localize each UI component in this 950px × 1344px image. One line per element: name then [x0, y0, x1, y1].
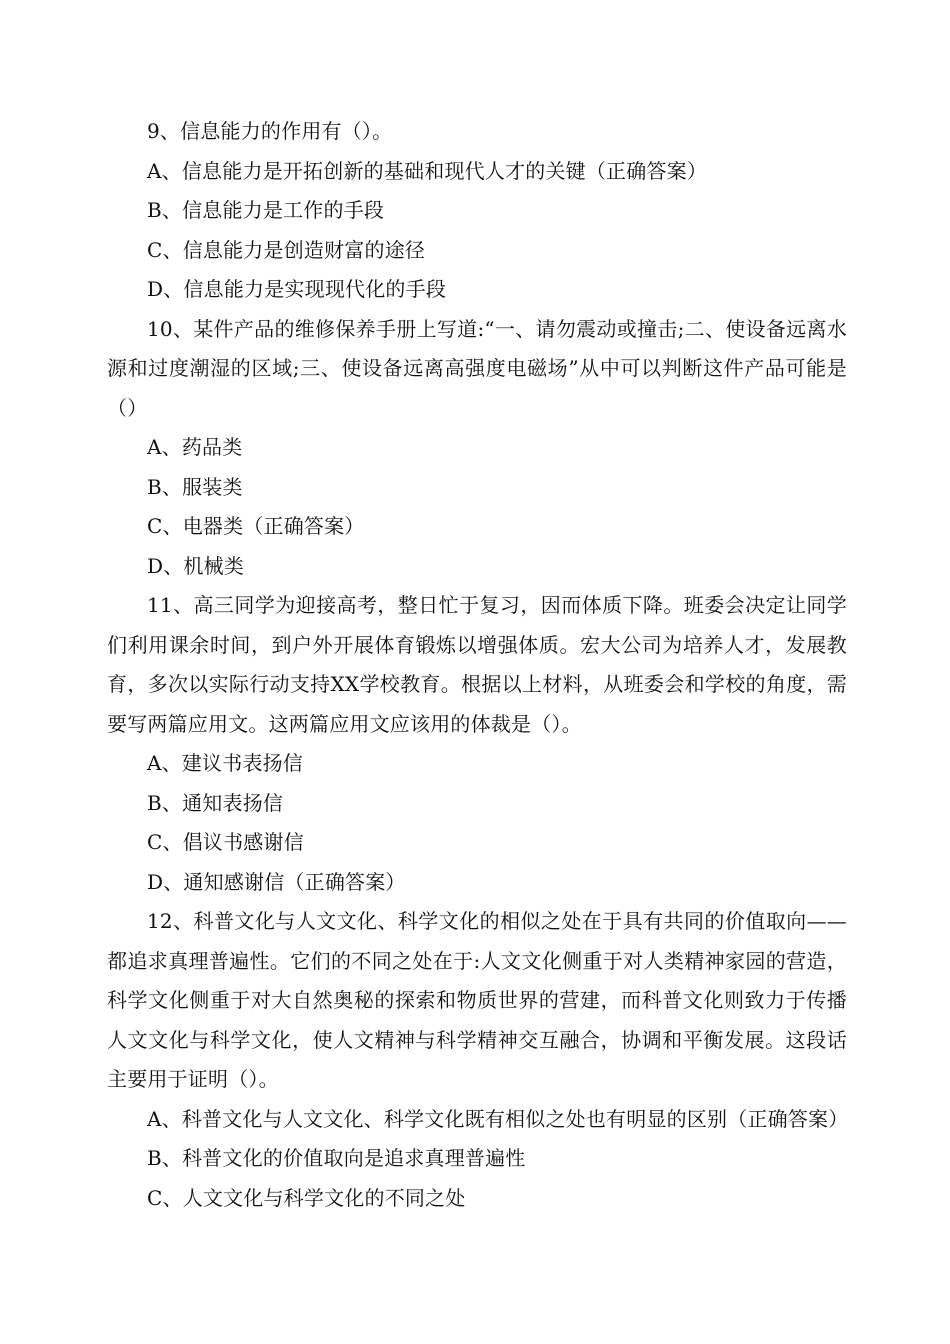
option-c: C、倡议书感谢信: [147, 830, 304, 854]
option-a: A、药品类: [147, 435, 243, 459]
option-d: D、信息能力是实现现代化的手段: [147, 277, 447, 301]
question-11: [107, 586, 847, 902]
option-b: B、服装类: [147, 474, 243, 499]
question-stem: 9、信息能力的作用有（）。: [147, 119, 393, 143]
option-a: A、建议书表扬信: [147, 751, 304, 775]
option-c: C、电器类（正确答案）: [147, 514, 365, 538]
question-10: [107, 310, 847, 587]
option-d: D、通知感谢信（正确答案）: [147, 869, 406, 894]
option-a: A、科普文化与人文文化、科学文化既有相似之处也有明显的区别（正确答案）: [147, 1106, 849, 1131]
option-c: C、人文文化与科学文化的不同之处: [147, 1185, 466, 1210]
question-stem: 11、高三同学为迎接高考，整日忙于复习，因而体质下降。班委会决定让同学们利用课余时间，到户外开展体育锻炼以增强体质。宏大公司为培养人才，发展教育，多次以实际行动支持XX学校教育。根据以上材料，从班委会和学校的角度，需要写两篇应用文。这两篇应用文应该用的体裁是（）。: [107, 593, 847, 736]
option-d: D、机械类: [147, 553, 245, 578]
question-list: [107, 112, 847, 1218]
question-12: [107, 902, 847, 1218]
option-a: A、信息能力是开拓创新的基础和现代人才的关键（正确答案）: [147, 158, 708, 183]
option-b: B、科普文化的价值取向是追求真理普遍性: [147, 1146, 526, 1170]
question-9: [107, 112, 847, 310]
question-stem: 10、某件产品的维修保养手册上写道:“一、请勿震动或撞击;二、使设备远离水源和过度潮湿的区域;三、使设备远离高强度电磁场”从中可以判断这件产品可能是（）: [107, 316, 847, 420]
option-b: B、信息能力是工作的手段: [147, 198, 385, 222]
question-stem: 12、科普文化与人文文化、科学文化的相似之处在于具有共同的价值取向——都追求真理普遍性。它们的不同之处在于:人文文化侧重于对人类精神家园的营造，科学文化侧重于对大自然奥秘的探索和物质世界的营建，而科普文化则致力于传播人文文化与科学文化，使人文精神与科学精神交互融合，协调和平衡发展。这段话主要用于证明（）。: [107, 909, 847, 1091]
option-b: B、通知表扬信: [147, 790, 284, 815]
option-c: C、信息能力是创造财富的途径: [147, 237, 426, 262]
